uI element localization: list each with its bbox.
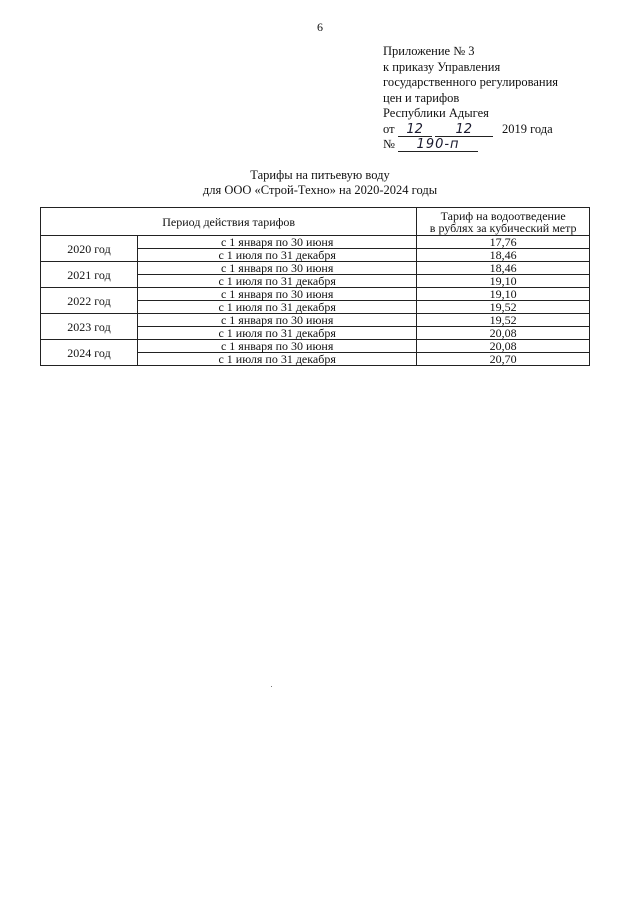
tariff-cell: 18,46	[417, 249, 590, 262]
year-cell: 2024 год	[41, 340, 138, 366]
appendix-line-5: Республики Адыгея	[383, 106, 489, 120]
period-cell: с 1 января по 30 июня	[138, 288, 417, 301]
tariff-table	[40, 207, 590, 366]
period-cell: с 1 января по 30 июня	[138, 340, 417, 353]
year-cell: 2020 год	[41, 236, 138, 262]
appendix-line-1: Приложение № 3	[383, 44, 475, 58]
period-cell: с 1 января по 30 июня	[138, 236, 417, 249]
period-cell: с 1 июля по 31 декабря	[138, 249, 417, 262]
tariff-cell: 19,10	[417, 275, 590, 288]
appendix-block	[383, 44, 558, 153]
table-header-row	[41, 208, 590, 236]
order-number	[383, 137, 558, 153]
header-tariff-line-1: Тариф на водоотведение	[440, 208, 566, 223]
year-cell: 2023 год	[41, 314, 138, 340]
tariff-cell: 18,46	[417, 262, 590, 275]
tariff-cell: 20,70	[417, 353, 590, 366]
period-cell: с 1 июля по 31 декабря	[138, 301, 417, 314]
year-cell: 2021 год	[41, 262, 138, 288]
table-row	[41, 288, 590, 301]
header-period: Период действия тарифов	[41, 208, 417, 236]
tariff-cell: 19,52	[417, 301, 590, 314]
header-tariff	[417, 208, 590, 236]
period-cell: с 1 января по 30 июня	[138, 314, 417, 327]
year-cell: 2022 год	[41, 288, 138, 314]
period-cell: с 1 июля по 31 декабря	[138, 275, 417, 288]
date-prefix: от	[383, 121, 395, 136]
period-cell: с 1 июля по 31 декабря	[138, 327, 417, 340]
handwritten-day: 12	[398, 123, 432, 137]
number-prefix: №	[383, 137, 395, 151]
period-cell: с 1 июля по 31 декабря	[138, 353, 417, 366]
document-title	[0, 168, 640, 198]
tariff-cell: 20,08	[417, 340, 590, 353]
title-line-1: Тарифы на питьевую воду	[250, 168, 390, 182]
tariff-cell: 17,76	[417, 236, 590, 249]
appendix-line-2: к приказу Управления	[383, 59, 501, 74]
scan-speck	[271, 686, 272, 687]
tariff-cell: 19,52	[417, 314, 590, 327]
handwritten-month: 12	[435, 123, 493, 137]
table-row	[41, 314, 590, 327]
title-line-2: для ООО «Строй-Техно» на 2020-2024 годы	[202, 183, 438, 197]
appendix-line-4: цен и тарифов	[383, 90, 460, 105]
page-number: 6	[317, 20, 323, 34]
tariff-cell: 19,10	[417, 288, 590, 301]
appendix-line-3: государственного регулирования	[383, 75, 559, 89]
tariff-cell: 20,08	[417, 327, 590, 340]
order-date	[383, 122, 558, 138]
table-row	[41, 340, 590, 353]
header-tariff-line-2: в рублях за кубический метр	[429, 220, 577, 235]
table-row	[41, 236, 590, 249]
table-row	[41, 262, 590, 275]
handwritten-order-number: 190-п	[398, 138, 478, 152]
date-suffix: 2019 года	[501, 121, 553, 136]
period-cell: с 1 января по 30 июня	[138, 262, 417, 275]
